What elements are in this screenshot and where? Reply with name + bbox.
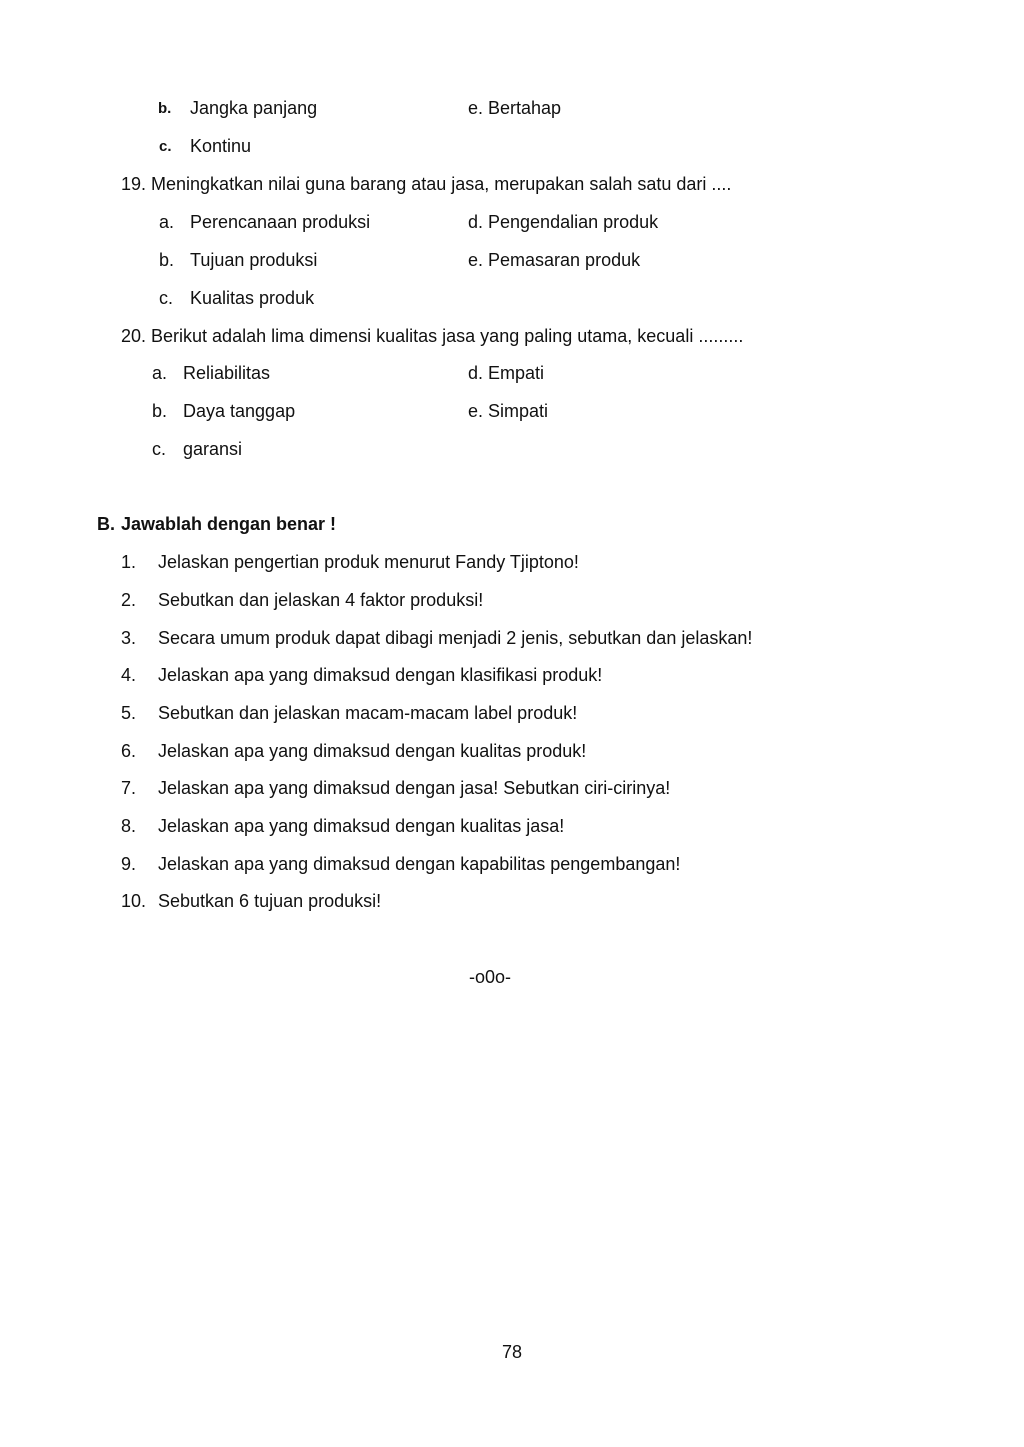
q20-option-e-text: e. Simpati	[468, 401, 549, 421]
essay-item-text: Jelaskan apa yang dimaksud dengan klasifikasi produk!	[158, 665, 603, 685]
end-mark: -o0o-	[468, 967, 512, 987]
essay-item-number: 1.	[121, 552, 137, 572]
page-number: 78	[501, 1342, 523, 1362]
essay-item-number: 9.	[121, 854, 137, 874]
q19-option-c-letter: c.	[159, 288, 174, 308]
q19-option-a-text: Perencanaan produksi	[190, 212, 371, 232]
q18-option-c-text: Kontinu	[190, 136, 252, 156]
q19-option-d-text: d. Pengendalian produk	[468, 212, 659, 232]
essay-item-number: 6.	[121, 741, 137, 761]
q20-option-c-letter: c.	[152, 439, 167, 459]
essay-item-text: Jelaskan apa yang dimaksud dengan kapabilitas pengembangan!	[158, 854, 681, 874]
essay-item-number: 3.	[121, 628, 137, 648]
essay-item-number: 8.	[121, 816, 137, 836]
q19-option-b-letter: b.	[159, 250, 175, 270]
essay-item-text: Jelaskan pengertian produk menurut Fandy Tjiptono!	[158, 552, 579, 572]
q18-option-e-text: e. Bertahap	[468, 98, 562, 118]
q19-question: 19. Meningkatkan nilai guna barang atau jasa, merupakan salah satu dari ....	[121, 174, 732, 194]
essay-item-number: 5.	[121, 703, 137, 723]
q20-option-b-text: Daya tanggap	[183, 401, 296, 421]
q20-option-a-text: Reliabilitas	[183, 363, 271, 383]
section-b-label: B.	[97, 514, 115, 534]
q18-option-c-letter: c.	[159, 138, 172, 155]
q20-option-d-text: d. Empati	[468, 363, 545, 383]
q20-option-a-letter: a.	[152, 363, 168, 383]
essay-item-number: 7.	[121, 778, 137, 798]
essay-item-text: Sebutkan dan jelaskan macam-macam label produk!	[158, 703, 578, 723]
q18-option-b-letter: b.	[158, 100, 172, 117]
q19-option-a-letter: a.	[159, 212, 175, 232]
essay-item-text: Sebutkan 6 tujuan produksi!	[158, 891, 382, 911]
essay-item-text: Jelaskan apa yang dimaksud dengan jasa! Sebutkan ciri-cirinya!	[158, 778, 671, 798]
q20-option-b-letter: b.	[152, 401, 168, 421]
q19-option-b-text: Tujuan produksi	[190, 250, 318, 270]
essay-item-number: 10.	[121, 891, 147, 911]
q20-option-c-text: garansi	[183, 439, 243, 459]
essay-item-text: Jelaskan apa yang dimaksud dengan kualitas jasa!	[158, 816, 565, 836]
section-b-heading: Jawablah dengan benar !	[121, 514, 337, 534]
q18-option-b-text: Jangka panjang	[190, 98, 318, 118]
essay-item-text: Sebutkan dan jelaskan 4 faktor produksi!	[158, 590, 484, 610]
q19-option-e-text: e. Pemasaran produk	[468, 250, 641, 270]
essay-item-number: 2.	[121, 590, 137, 610]
essay-item-text: Secara umum produk dapat dibagi menjadi 2 jenis, sebutkan dan jelaskan!	[158, 628, 753, 648]
q20-question: 20. Berikut adalah lima dimensi kualitas jasa yang paling utama, kecuali .........	[121, 326, 744, 346]
essay-item-number: 4.	[121, 665, 137, 685]
essay-item-text: Jelaskan apa yang dimaksud dengan kualitas produk!	[158, 741, 587, 761]
q19-option-c-text: Kualitas produk	[190, 288, 315, 308]
